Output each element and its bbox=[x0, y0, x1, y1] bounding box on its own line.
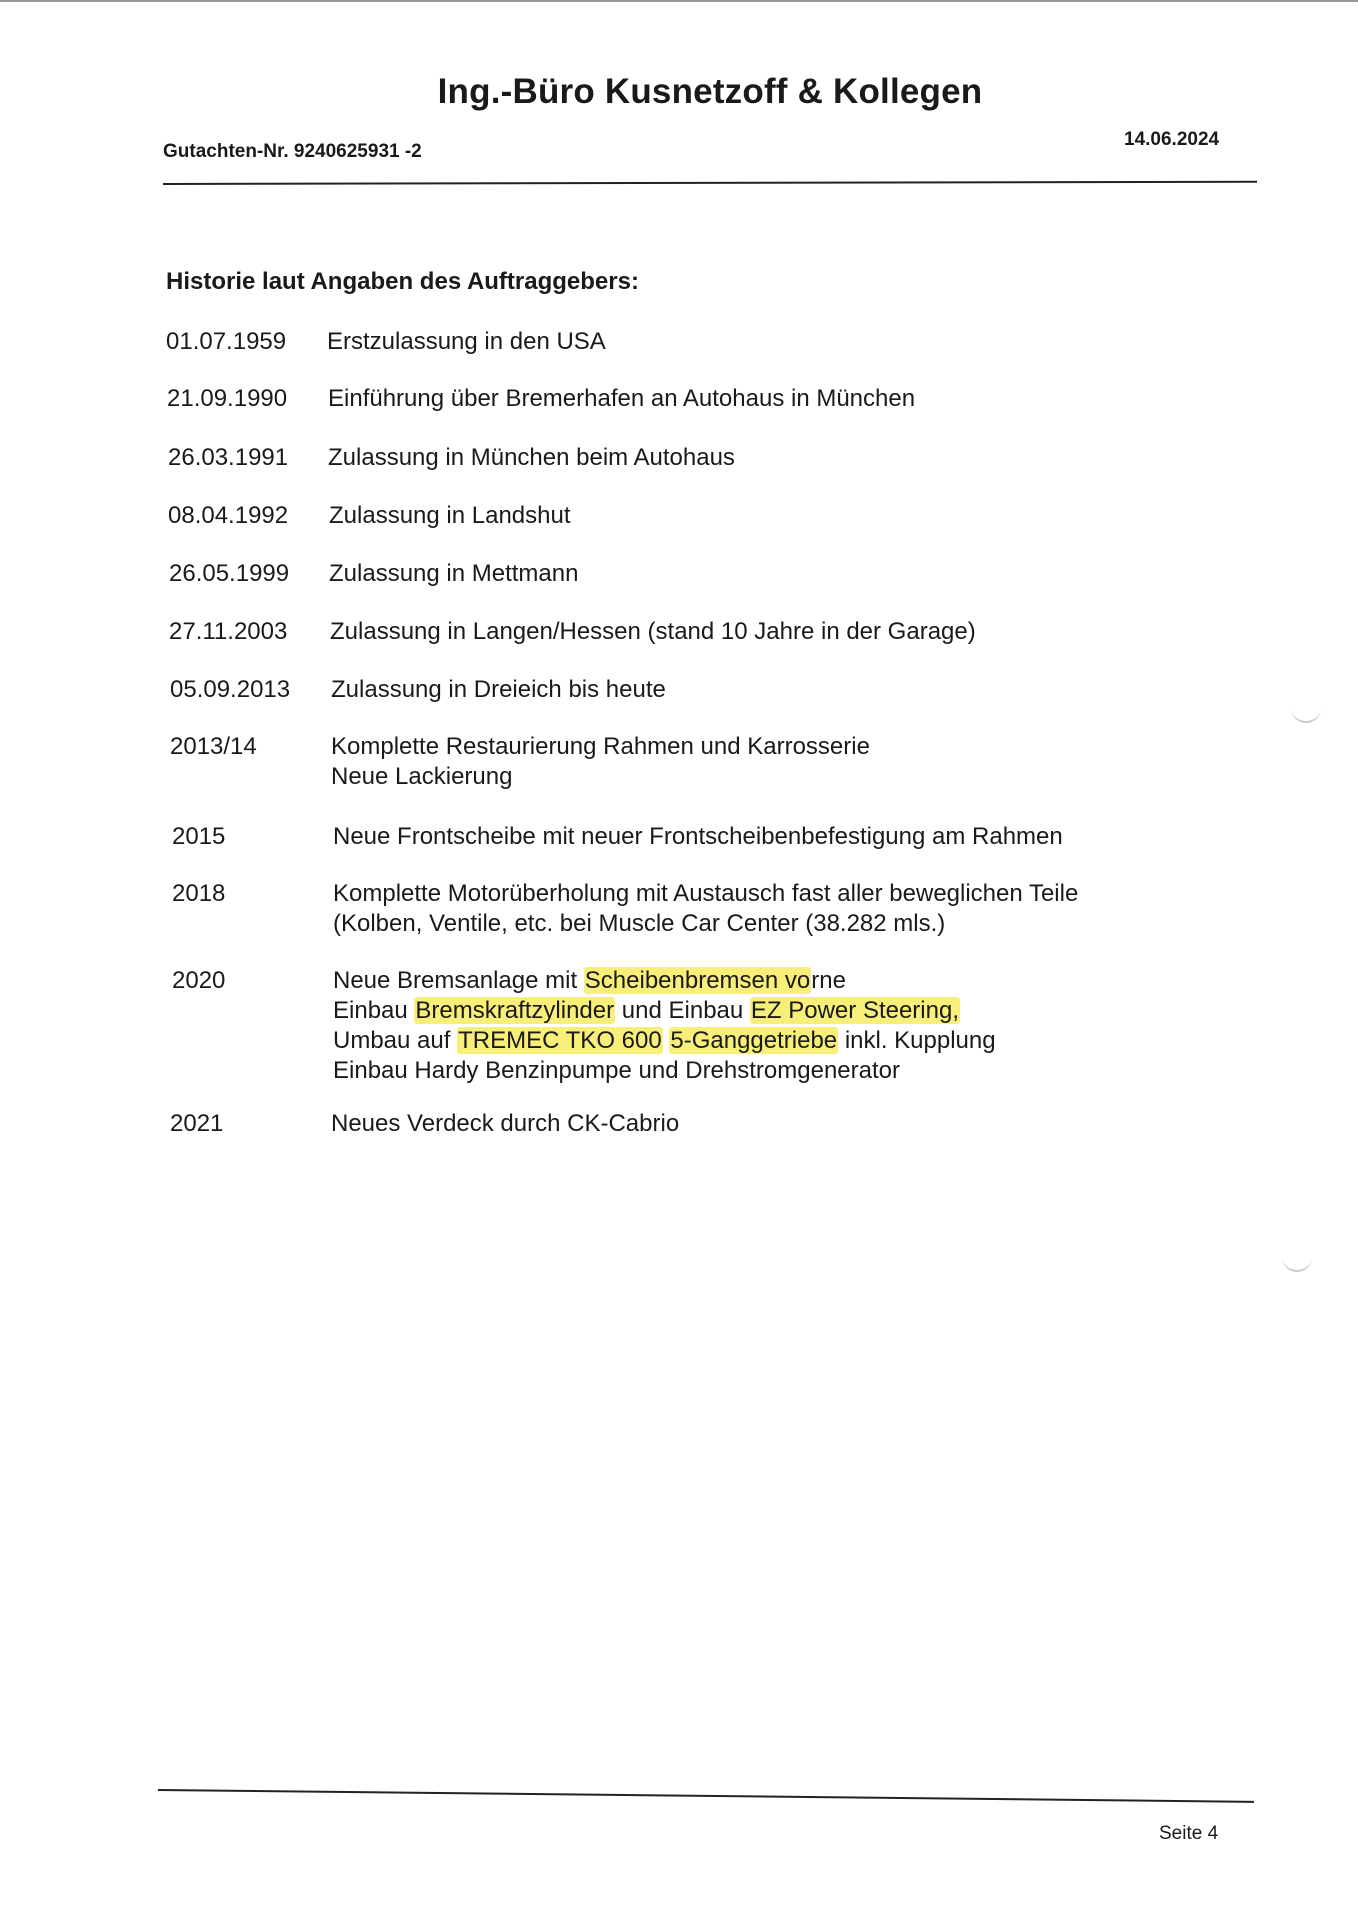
page-top-edge bbox=[0, 0, 1358, 2]
history-description bbox=[331, 675, 666, 705]
history-description-line: Zulassung in Mettmann bbox=[329, 560, 579, 587]
history-description-line: Komplette Motorüberholung mit Austausch fast aller beweglichen Teile bbox=[333, 880, 1079, 907]
company-title: Ing.-Büro Kusnetzoff & Kollegen bbox=[437, 72, 983, 111]
history-date: 2015 bbox=[172, 823, 226, 850]
report-date: 14.06.2024 bbox=[1124, 129, 1220, 150]
history-description-line: Einführung über Bremerhafen an Autohaus in München bbox=[328, 385, 916, 412]
history-description-line: Einbau Hardy Benzinpumpe und Drehstromgenerator bbox=[333, 1057, 900, 1084]
history-description bbox=[328, 443, 735, 473]
highlighted-text: EZ Power Steering, bbox=[750, 997, 959, 1024]
history-description bbox=[328, 384, 915, 414]
page-number: Seite 4 bbox=[1159, 1823, 1219, 1844]
history-description-line: (Kolben, Ventile, etc. bei Muscle Car Center (38.282 mls.) bbox=[333, 910, 946, 937]
highlighted-text: Scheibenbremsen vo bbox=[584, 967, 811, 994]
history-description-line: Neue Bremsanlage mit Scheibenbremsen vorne bbox=[333, 967, 846, 994]
history-description-line: Zulassung in Landshut bbox=[329, 502, 571, 529]
history-date: 2018 bbox=[172, 880, 226, 907]
history-description bbox=[333, 966, 996, 1086]
report-number: Gutachten-Nr. 9240625931 -2 bbox=[163, 141, 422, 162]
section-heading: Historie laut Angaben des Auftraggebers: bbox=[166, 268, 639, 295]
history-date: 2013/14 bbox=[170, 733, 257, 760]
history-description bbox=[333, 879, 1078, 939]
history-date: 01.07.1959 bbox=[166, 328, 287, 355]
history-description-line: Erstzulassung in den USA bbox=[327, 328, 606, 355]
history-description-line: Einbau Bremskraftzylinder und Einbau EZ Power Steering, bbox=[333, 997, 959, 1024]
history-date: 2021 bbox=[170, 1110, 224, 1137]
history-date: 2020 bbox=[172, 967, 226, 994]
history-description bbox=[327, 327, 606, 357]
history-date: 26.05.1999 bbox=[169, 560, 290, 587]
history-description-line: Neues Verdeck durch CK-Cabrio bbox=[331, 1110, 680, 1137]
history-description-line: Zulassung in Dreieich bis heute bbox=[331, 676, 666, 703]
history-description bbox=[329, 501, 571, 531]
history-description-line: Zulassung in Langen/Hessen (stand 10 Jahre in der Garage) bbox=[330, 618, 976, 645]
history-description-line: Zulassung in München beim Autohaus bbox=[328, 444, 735, 471]
history-date: 27.11.2003 bbox=[169, 618, 288, 645]
highlighted-text: 5-Ganggetriebe bbox=[670, 1027, 838, 1054]
history-description bbox=[333, 822, 1063, 852]
history-date: 21.09.1990 bbox=[167, 385, 288, 412]
history-date: 05.09.2013 bbox=[170, 676, 291, 703]
history-description-line: Neue Lackierung bbox=[331, 763, 513, 790]
history-description bbox=[331, 1109, 679, 1139]
history-description bbox=[330, 617, 976, 647]
history-description-line: Neue Frontscheibe mit neuer Frontscheibenbefestigung am Rahmen bbox=[333, 823, 1063, 850]
history-description bbox=[329, 559, 578, 589]
highlighted-text: TREMEC TKO 600 bbox=[458, 1027, 662, 1054]
header-divider bbox=[163, 181, 1257, 185]
punch-hole-mark bbox=[1291, 703, 1321, 723]
history-description-line: Umbau auf TREMEC TKO 600 5-Ganggetriebe inkl. Kupplung bbox=[333, 1027, 996, 1054]
history-description-line: Komplette Restaurierung Rahmen und Karrosserie bbox=[331, 733, 870, 760]
history-date: 26.03.1991 bbox=[168, 444, 289, 471]
highlighted-text: Bremskraftzylinder bbox=[415, 997, 615, 1024]
history-date: 08.04.1992 bbox=[168, 502, 289, 529]
history-description bbox=[331, 732, 870, 792]
punch-hole-mark bbox=[1282, 1252, 1312, 1272]
footer-divider bbox=[158, 1789, 1254, 1803]
